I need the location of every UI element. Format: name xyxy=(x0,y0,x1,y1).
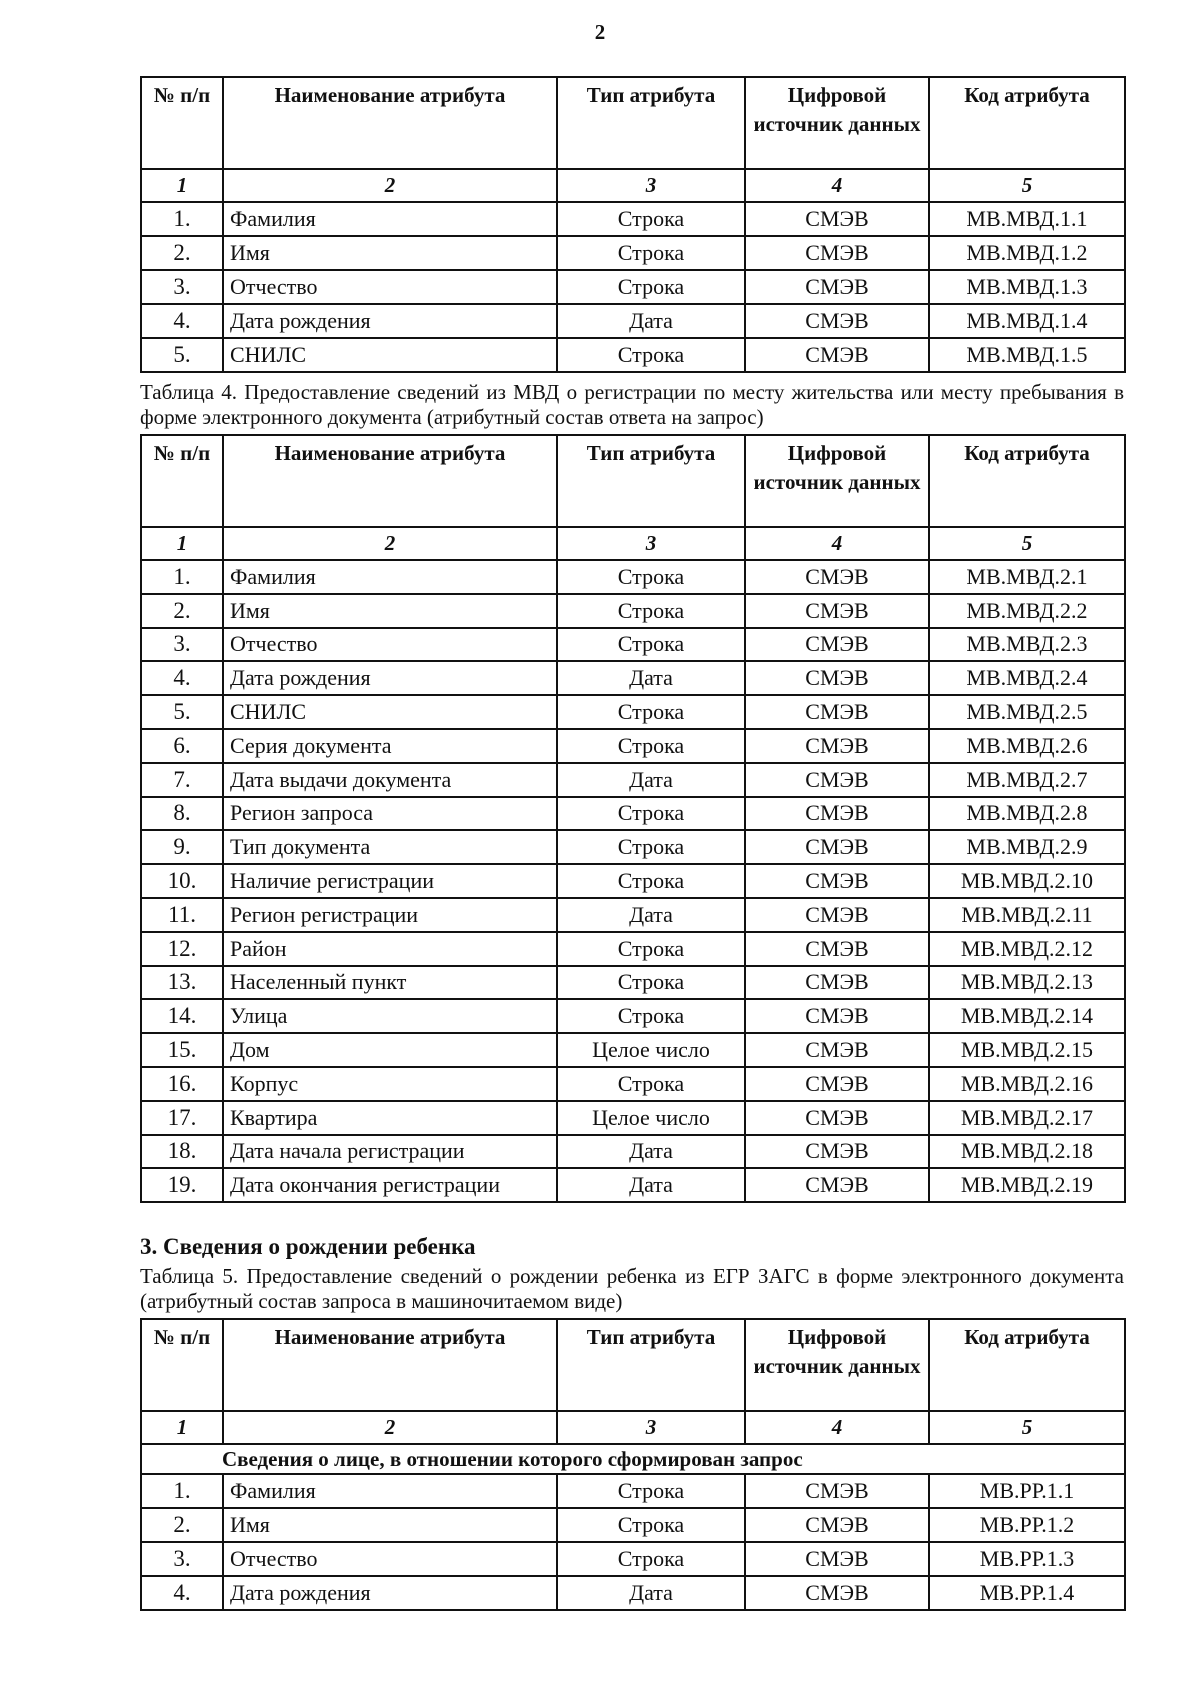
attribute-code-cell: МВ.МВД.2.13 xyxy=(929,966,1125,1000)
attribute-type-cell: Строка xyxy=(557,560,745,594)
data-source-cell: СМЭВ xyxy=(745,202,929,236)
row-number-cell: 18. xyxy=(141,1135,223,1169)
table-row xyxy=(141,560,1125,594)
table-row xyxy=(141,1474,1125,1508)
attribute-type-cell: Строка xyxy=(557,270,745,304)
attribute-name-cell: Дата окончания регистрации xyxy=(223,1168,557,1202)
attribute-name-cell: Имя xyxy=(223,594,557,628)
attribute-name-cell: Дата начала регистрации xyxy=(223,1135,557,1169)
data-source-cell: СМЭВ xyxy=(745,729,929,763)
column-number: 4 xyxy=(745,1411,929,1444)
table-row xyxy=(141,1067,1125,1101)
attribute-code-cell: МВ.МВД.2.4 xyxy=(929,661,1125,695)
row-number-cell: 15. xyxy=(141,1033,223,1067)
attribute-code-cell: МВ.МВД.2.9 xyxy=(929,830,1125,864)
table-row xyxy=(141,830,1125,864)
attribute-code-cell: МВ.РР.1.1 xyxy=(929,1474,1125,1508)
data-source-cell: СМЭВ xyxy=(745,594,929,628)
attribute-type-cell: Дата xyxy=(557,304,745,338)
attribute-code-cell: МВ.МВД.2.19 xyxy=(929,1168,1125,1202)
attribute-code-cell: МВ.МВД.2.17 xyxy=(929,1101,1125,1135)
column-number: 5 xyxy=(929,527,1125,560)
column-number-row xyxy=(141,527,1125,560)
data-source-cell: СМЭВ xyxy=(745,338,929,372)
table-row xyxy=(141,202,1125,236)
attribute-type-cell: Строка xyxy=(557,729,745,763)
attribute-name-cell: Отчество xyxy=(223,628,557,662)
data-source-cell: СМЭВ xyxy=(745,560,929,594)
table-row xyxy=(141,729,1125,763)
header-source: Цифровой источник данных xyxy=(745,77,929,169)
row-number-cell: 6. xyxy=(141,729,223,763)
row-number-cell: 11. xyxy=(141,898,223,932)
attribute-code-cell: МВ.МВД.1.5 xyxy=(929,338,1125,372)
attribute-type-cell: Целое число xyxy=(557,1101,745,1135)
row-number-cell: 5. xyxy=(141,695,223,729)
attribute-code-cell: МВ.МВД.2.14 xyxy=(929,999,1125,1033)
data-source-cell: СМЭВ xyxy=(745,864,929,898)
data-source-cell: СМЭВ xyxy=(745,1474,929,1508)
attribute-name-cell: Имя xyxy=(223,236,557,270)
table-row xyxy=(141,695,1125,729)
table-row xyxy=(141,1101,1125,1135)
header-num: № п/п xyxy=(141,77,223,169)
attribute-type-cell: Строка xyxy=(557,1508,745,1542)
row-number-cell: 5. xyxy=(141,338,223,372)
data-source-cell: СМЭВ xyxy=(745,270,929,304)
attribute-code-cell: МВ.МВД.2.10 xyxy=(929,864,1125,898)
table-row xyxy=(141,628,1125,662)
data-source-cell: СМЭВ xyxy=(745,628,929,662)
row-number-cell: 3. xyxy=(141,270,223,304)
table-row xyxy=(141,270,1125,304)
attribute-code-cell: МВ.МВД.2.18 xyxy=(929,1135,1125,1169)
attribute-type-cell: Строка xyxy=(557,864,745,898)
table-row xyxy=(141,1135,1125,1169)
attribute-table-birth-record xyxy=(140,1318,1126,1611)
attribute-code-cell: МВ.МВД.2.8 xyxy=(929,797,1125,831)
attribute-name-cell: Тип документа xyxy=(223,830,557,864)
table-row xyxy=(141,236,1125,270)
table-4-caption: Таблица 4. Предоставление сведений из МВД о регистрации по месту жительства или месту пребывания в форме электронного документа (атрибутный состав ответа на запрос) xyxy=(140,380,1124,429)
row-number-cell: 2. xyxy=(141,1508,223,1542)
header-name: Наименование атрибута xyxy=(223,435,557,527)
attribute-name-cell: Наличие регистрации xyxy=(223,864,557,898)
column-number: 5 xyxy=(929,1411,1125,1444)
data-source-cell: СМЭВ xyxy=(745,1542,929,1576)
data-source-cell: СМЭВ xyxy=(745,1033,929,1067)
attribute-code-cell: МВ.РР.1.4 xyxy=(929,1576,1125,1610)
table-row xyxy=(141,1542,1125,1576)
attribute-type-cell: Дата xyxy=(557,898,745,932)
table-row xyxy=(141,763,1125,797)
attribute-code-cell: МВ.МВД.2.1 xyxy=(929,560,1125,594)
table-5-caption: Таблица 5. Предоставление сведений о рождении ребенка из ЕГР ЗАГС в форме электронного документа (атрибутный состав запроса в машиночитаемом виде) xyxy=(140,1264,1124,1313)
header-source: Цифровой источник данных xyxy=(745,1319,929,1411)
table-row xyxy=(141,932,1125,966)
attribute-code-cell: МВ.МВД.2.2 xyxy=(929,594,1125,628)
column-number-row xyxy=(141,1411,1125,1444)
header-code: Код атрибута xyxy=(929,77,1125,169)
table-row xyxy=(141,304,1125,338)
data-source-cell: СМЭВ xyxy=(745,1101,929,1135)
row-number-cell: 3. xyxy=(141,628,223,662)
attribute-table-mvd-registration xyxy=(140,434,1126,1203)
column-number: 1 xyxy=(141,169,223,202)
data-source-cell: СМЭВ xyxy=(745,304,929,338)
column-number: 5 xyxy=(929,169,1125,202)
data-source-cell: СМЭВ xyxy=(745,763,929,797)
attribute-type-cell: Строка xyxy=(557,1067,745,1101)
table-header-row xyxy=(141,77,1125,169)
column-number: 2 xyxy=(223,1411,557,1444)
attribute-name-cell: Серия документа xyxy=(223,729,557,763)
data-source-cell: СМЭВ xyxy=(745,695,929,729)
attribute-type-cell: Строка xyxy=(557,966,745,1000)
attribute-name-cell: Фамилия xyxy=(223,560,557,594)
column-number: 1 xyxy=(141,527,223,560)
header-num: № п/п xyxy=(141,1319,223,1411)
row-number-cell: 13. xyxy=(141,966,223,1000)
attribute-code-cell: МВ.МВД.1.1 xyxy=(929,202,1125,236)
attribute-type-cell: Строка xyxy=(557,594,745,628)
column-number: 3 xyxy=(557,1411,745,1444)
attribute-code-cell: МВ.МВД.1.4 xyxy=(929,304,1125,338)
attribute-type-cell: Дата xyxy=(557,1576,745,1610)
attribute-name-cell: Отчество xyxy=(223,1542,557,1576)
table-row xyxy=(141,864,1125,898)
row-number-cell: 4. xyxy=(141,661,223,695)
column-number: 1 xyxy=(141,1411,223,1444)
attribute-type-cell: Целое число xyxy=(557,1033,745,1067)
row-number-cell: 16. xyxy=(141,1067,223,1101)
data-source-cell: СМЭВ xyxy=(745,1508,929,1542)
row-number-cell: 1. xyxy=(141,202,223,236)
attribute-name-cell: СНИЛС xyxy=(223,695,557,729)
column-number-row xyxy=(141,169,1125,202)
attribute-name-cell: Дата выдачи документа xyxy=(223,763,557,797)
data-source-cell: СМЭВ xyxy=(745,898,929,932)
table-row xyxy=(141,338,1125,372)
header-code: Код атрибута xyxy=(929,1319,1125,1411)
table-header-row xyxy=(141,435,1125,527)
attribute-name-cell: Регион регистрации xyxy=(223,898,557,932)
attribute-code-cell: МВ.МВД.2.15 xyxy=(929,1033,1125,1067)
attribute-name-cell: Регион запроса xyxy=(223,797,557,831)
header-type: Тип атрибута xyxy=(557,435,745,527)
row-number-cell: 4. xyxy=(141,304,223,338)
attribute-type-cell: Дата xyxy=(557,1135,745,1169)
row-number-cell: 19. xyxy=(141,1168,223,1202)
table-row xyxy=(141,797,1125,831)
attribute-code-cell: МВ.МВД.2.12 xyxy=(929,932,1125,966)
header-code: Код атрибута xyxy=(929,435,1125,527)
column-number: 2 xyxy=(223,527,557,560)
data-source-cell: СМЭВ xyxy=(745,932,929,966)
attribute-name-cell: Квартира xyxy=(223,1101,557,1135)
attribute-name-cell: Дата рождения xyxy=(223,304,557,338)
attribute-name-cell: Район xyxy=(223,932,557,966)
data-source-cell: СМЭВ xyxy=(745,1576,929,1610)
table-row xyxy=(141,1508,1125,1542)
attribute-type-cell: Строка xyxy=(557,338,745,372)
group-row xyxy=(141,1444,1125,1474)
attribute-type-cell: Строка xyxy=(557,932,745,966)
row-number-cell: 2. xyxy=(141,236,223,270)
table-row xyxy=(141,661,1125,695)
column-number: 2 xyxy=(223,169,557,202)
attribute-type-cell: Строка xyxy=(557,236,745,270)
attribute-code-cell: МВ.МВД.2.7 xyxy=(929,763,1125,797)
table-row xyxy=(141,898,1125,932)
data-source-cell: СМЭВ xyxy=(745,999,929,1033)
data-source-cell: СМЭВ xyxy=(745,1135,929,1169)
data-source-cell: СМЭВ xyxy=(745,797,929,831)
data-source-cell: СМЭВ xyxy=(745,236,929,270)
attribute-name-cell: Населенный пункт xyxy=(223,966,557,1000)
attribute-name-cell: Дата рождения xyxy=(223,661,557,695)
attribute-type-cell: Строка xyxy=(557,797,745,831)
row-number-cell: 17. xyxy=(141,1101,223,1135)
data-source-cell: СМЭВ xyxy=(745,1067,929,1101)
attribute-name-cell: Отчество xyxy=(223,270,557,304)
row-number-cell: 4. xyxy=(141,1576,223,1610)
attribute-name-cell: Корпус xyxy=(223,1067,557,1101)
attribute-name-cell: СНИЛС xyxy=(223,338,557,372)
attribute-name-cell: Дом xyxy=(223,1033,557,1067)
data-source-cell: СМЭВ xyxy=(745,1168,929,1202)
header-type: Тип атрибута xyxy=(557,77,745,169)
attribute-type-cell: Строка xyxy=(557,999,745,1033)
table-row xyxy=(141,1576,1125,1610)
table-header-row xyxy=(141,1319,1125,1411)
row-number-cell: 8. xyxy=(141,797,223,831)
data-source-cell: СМЭВ xyxy=(745,830,929,864)
attribute-code-cell: МВ.МВД.1.3 xyxy=(929,270,1125,304)
header-name: Наименование атрибута xyxy=(223,77,557,169)
attribute-table-mvd-request xyxy=(140,76,1126,373)
attribute-type-cell: Строка xyxy=(557,830,745,864)
column-number: 3 xyxy=(557,527,745,560)
attribute-type-cell: Дата xyxy=(557,763,745,797)
attribute-name-cell: Фамилия xyxy=(223,1474,557,1508)
attribute-code-cell: МВ.МВД.2.16 xyxy=(929,1067,1125,1101)
header-num: № п/п xyxy=(141,435,223,527)
row-number-cell: 3. xyxy=(141,1542,223,1576)
attribute-code-cell: МВ.МВД.1.2 xyxy=(929,236,1125,270)
attribute-name-cell: Фамилия xyxy=(223,202,557,236)
header-name: Наименование атрибута xyxy=(223,1319,557,1411)
attribute-code-cell: МВ.МВД.2.3 xyxy=(929,628,1125,662)
data-source-cell: СМЭВ xyxy=(745,966,929,1000)
attribute-type-cell: Строка xyxy=(557,202,745,236)
group-label: Сведения о лице, в отношении которого сформирован запрос xyxy=(141,1444,1125,1474)
attribute-code-cell: МВ.МВД.2.6 xyxy=(929,729,1125,763)
row-number-cell: 14. xyxy=(141,999,223,1033)
row-number-cell: 2. xyxy=(141,594,223,628)
data-source-cell: СМЭВ xyxy=(745,661,929,695)
row-number-cell: 9. xyxy=(141,830,223,864)
row-number-cell: 7. xyxy=(141,763,223,797)
header-source: Цифровой источник данных xyxy=(745,435,929,527)
column-number: 4 xyxy=(745,527,929,560)
attribute-type-cell: Строка xyxy=(557,1542,745,1576)
attribute-type-cell: Строка xyxy=(557,628,745,662)
page-number: 2 xyxy=(594,20,606,44)
attribute-type-cell: Строка xyxy=(557,1474,745,1508)
table-row xyxy=(141,966,1125,1000)
attribute-code-cell: МВ.РР.1.2 xyxy=(929,1508,1125,1542)
table-row xyxy=(141,594,1125,628)
row-number-cell: 1. xyxy=(141,560,223,594)
attribute-name-cell: Улица xyxy=(223,999,557,1033)
attribute-code-cell: МВ.МВД.2.5 xyxy=(929,695,1125,729)
attribute-code-cell: МВ.РР.1.3 xyxy=(929,1542,1125,1576)
column-number: 3 xyxy=(557,169,745,202)
row-number-cell: 10. xyxy=(141,864,223,898)
attribute-type-cell: Дата xyxy=(557,661,745,695)
table-row xyxy=(141,1168,1125,1202)
table-row xyxy=(141,999,1125,1033)
table-row xyxy=(141,1033,1125,1067)
column-number: 4 xyxy=(745,169,929,202)
attribute-type-cell: Дата xyxy=(557,1168,745,1202)
header-type: Тип атрибута xyxy=(557,1319,745,1411)
row-number-cell: 12. xyxy=(141,932,223,966)
attribute-name-cell: Имя xyxy=(223,1508,557,1542)
row-number-cell: 1. xyxy=(141,1474,223,1508)
section-3-title: 3. Сведения о рождении ребенка xyxy=(140,1234,476,1259)
attribute-type-cell: Строка xyxy=(557,695,745,729)
attribute-code-cell: МВ.МВД.2.11 xyxy=(929,898,1125,932)
attribute-name-cell: Дата рождения xyxy=(223,1576,557,1610)
